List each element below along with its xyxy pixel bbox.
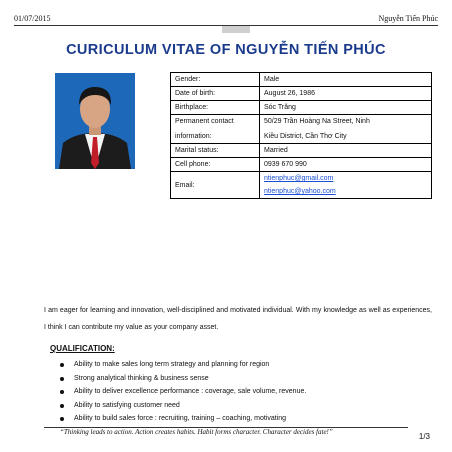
bullet-icon: [60, 417, 64, 421]
marital-value: Married: [260, 144, 432, 158]
list-item: [56, 385, 306, 399]
list-item: [56, 399, 306, 413]
contact-line2: Kiều District, Cần Thơ City: [264, 133, 347, 140]
contact-value: [260, 115, 432, 144]
header-name: Nguyễn Tiến Phúc: [378, 14, 438, 23]
list-item-text: Ability to make sales long term strategy and planning for region: [74, 361, 270, 368]
list-item: [56, 358, 306, 372]
profile-photo: [55, 73, 135, 169]
page-number: 1/3: [418, 432, 430, 441]
birthplace-value: Sóc Trăng: [260, 101, 432, 115]
bullet-icon: [60, 404, 64, 408]
page-tab-marker: [222, 26, 250, 33]
list-item-text: Ability to deliver excellence performance : coverage, sale volume, revenue.: [74, 388, 307, 395]
bullet-icon: [60, 363, 64, 367]
contact-label-line2: information:: [175, 133, 212, 140]
intro-paragraph: I am eager for learning and innovation, well-disciplined and motivated individual. With my knowledge as well as experiences, I think I can contribute my value as your company asset.: [44, 307, 432, 331]
contact-label: [171, 115, 260, 144]
gender-value: Male: [260, 73, 432, 87]
email-link-yahoo[interactable]: ntienphuc@yahoo.com: [264, 188, 336, 195]
list-item-text: Ability to build sales force : recruiting, training – coaching, motivating: [74, 415, 287, 422]
list-item-text: Strong analytical thinking & business sense: [74, 374, 209, 382]
list-item: [56, 372, 306, 386]
personal-info-table: [170, 72, 432, 199]
dob-label: Date of birth:: [171, 87, 260, 101]
contact-label-line1: Permanent contact: [175, 118, 234, 125]
dob-value: August 26, 1986: [260, 87, 432, 101]
birthplace-label: Birthplace:: [171, 101, 260, 115]
list-item-text: Ability to satisfying customer need: [74, 401, 180, 409]
qualification-list: [56, 358, 306, 426]
bullet-icon: [60, 390, 64, 394]
qualification-heading: QUALIFICATION:: [50, 344, 115, 353]
phone-label: Cell phone:: [171, 158, 260, 172]
gender-label: Gender:: [171, 73, 260, 87]
email-label: Email:: [171, 172, 260, 199]
list-item: [56, 412, 306, 426]
bullet-icon: [60, 377, 64, 381]
page-title: CURICULUM VITAE OF NGUYỄN TIẾN PHÚC: [66, 42, 386, 58]
email-value: [260, 172, 432, 199]
footer-quote: “Thinking leads to action. Action creates habits. Habit forms character. Character decides fate!”: [60, 428, 333, 436]
header-date: 01/07/2015: [14, 14, 51, 23]
phone-value: 0939 670 990: [260, 158, 432, 172]
marital-label: Marital status:: [171, 144, 260, 158]
email-link-gmail[interactable]: ntienphuc@gmail.com: [264, 175, 334, 182]
contact-line1: 50/29 Trần Hoàng Na Street, Ninh: [264, 118, 370, 125]
